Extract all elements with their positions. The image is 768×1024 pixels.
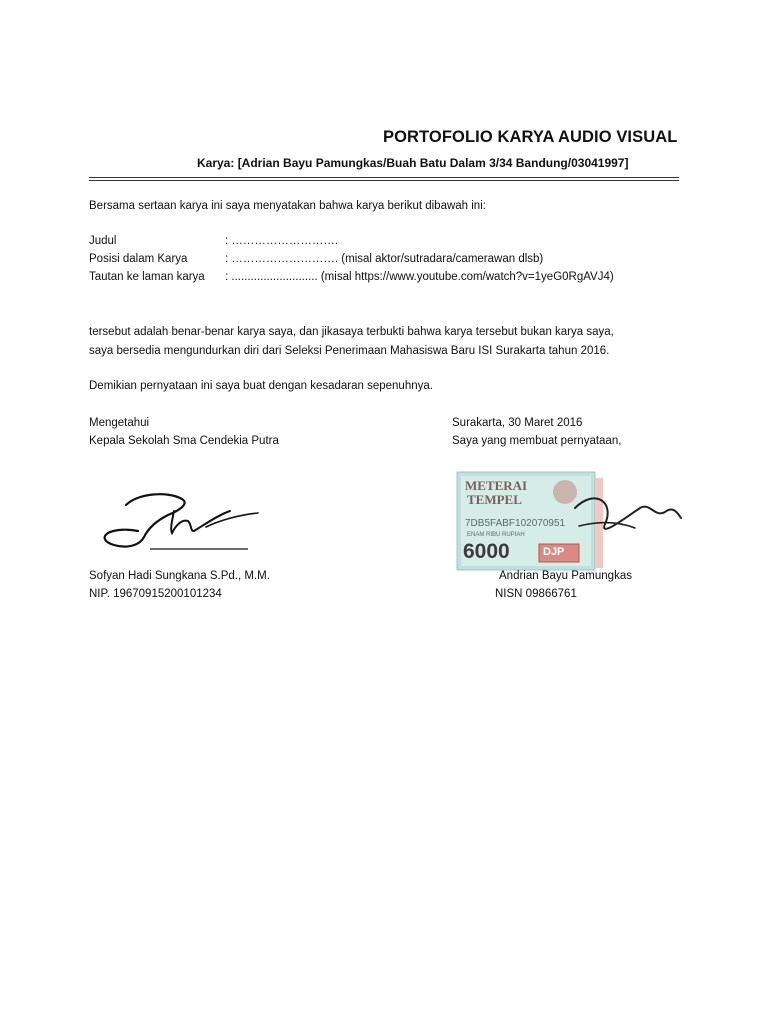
stamp-label-mid: TEMPEL xyxy=(467,492,522,507)
page-subtitle: Karya: [Adrian Bayu Pamungkas/Buah Batu Dalam 3/34 Bandung/03041997] xyxy=(197,156,629,170)
headmaster-nip: NIP. 19670915200101234 xyxy=(89,588,222,600)
header-rule-double xyxy=(89,180,679,181)
right-place-date: Surakarta, 30 Maret 2016 xyxy=(452,417,583,429)
intro-text: Bersama sertaan karya ini saya menyatakan bahwa karya berikut dibawah ini: xyxy=(89,200,486,212)
left-position: Kepala Sekolah Sma Cendekia Putra xyxy=(89,435,279,447)
field-label-judul: Judul xyxy=(89,235,117,247)
stamp-code: 7DB5FABF102070951 xyxy=(465,518,566,529)
revenue-stamp xyxy=(455,468,685,573)
stamp-label-top: METERAI xyxy=(465,478,528,493)
closing-text: Demikian pernyataan ini saya buat dengan kesadaran sepenuhnya. xyxy=(89,380,433,392)
headmaster-signature xyxy=(98,485,268,555)
field-value-judul: : ………………………. xyxy=(225,235,339,247)
field-value-tautan: : ........................... (misal https://www.youtube.com/watch?v=1yeG0RgAVJ4) xyxy=(225,271,614,283)
field-label-posisi: Posisi dalam Karya xyxy=(89,253,188,265)
header-rule xyxy=(89,177,679,178)
statement-line-1: tersebut adalah benar-benar karya saya, dan jikasaya terbukti bahwa karya tersebut bukan karya saya, xyxy=(89,326,614,338)
stamp-small-text: ENAM RIBU RUPIAH xyxy=(467,532,525,538)
declarant-name: Andrian Bayu Pamungkas xyxy=(499,570,632,582)
page-title: PORTOFOLIO KARYA AUDIO VISUAL xyxy=(383,128,678,146)
right-declarant: Saya yang membuat pernyataan, xyxy=(452,435,622,447)
field-label-tautan: Tautan ke laman karya xyxy=(89,271,205,283)
stamp-badge: DJP xyxy=(543,546,565,558)
headmaster-name: Sofyan Hadi Sungkana S.Pd., M.M. xyxy=(89,570,270,582)
stamp-amount: 6000 xyxy=(463,540,510,563)
statement-line-2: saya bersedia mengundurkan diri dari Seleksi Penerimaan Mahasiswa Baru ISI Surakarta tahun 2016. xyxy=(89,345,610,357)
left-acknowledge: Mengetahui xyxy=(89,417,150,429)
field-value-posisi: : ………………………. (misal aktor/sutradara/camerawan dlsb) xyxy=(225,253,544,265)
declarant-nisn: NISN 09866761 xyxy=(495,588,577,600)
